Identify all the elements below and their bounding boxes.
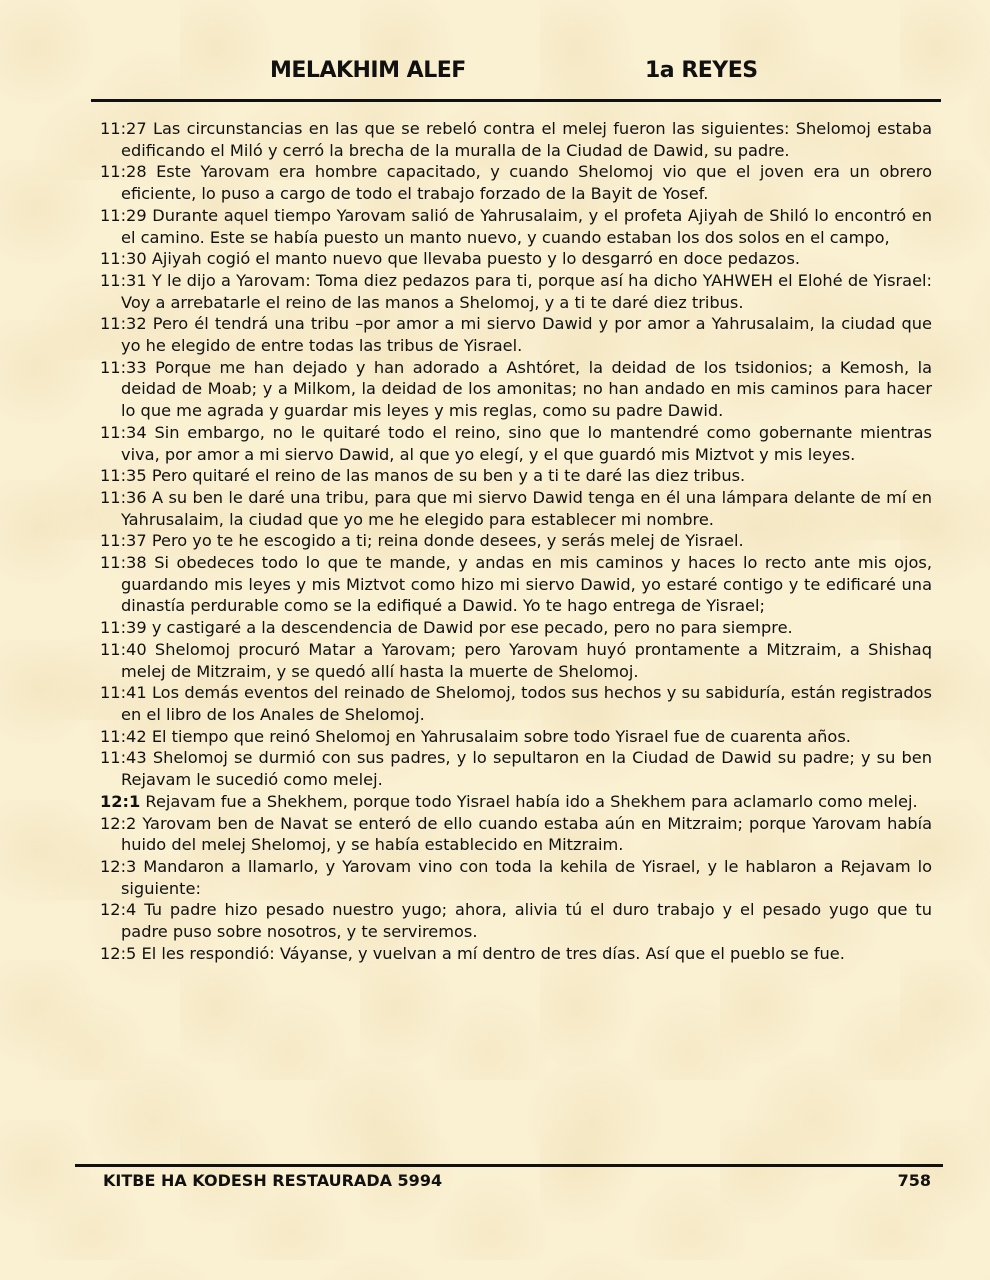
verse-text: y castigaré a la descendencia de Dawid por ese pecado, pero no para siempre. bbox=[151, 618, 793, 638]
verse bbox=[100, 682, 932, 725]
verse-reference: 11:28 bbox=[100, 162, 147, 182]
verse-text: Porque me han dejado y han adorado a Ashtóret, la deidad de los tsidonios; a Kemosh, la deidad de Moab; y a Milkom, la deidad de los amonitas; no han andado en mis caminos para hacer lo que me agrada y guardar mis leyes y mis reglas, como su padre Dawid. bbox=[121, 357, 932, 421]
verse-reference: 11:34 bbox=[100, 422, 147, 442]
verse-text: A su ben le daré una tribu, para que mi siervo Dawid tenga en él una lámpara delante de mí en Yahrusalaim, la ciudad que yo me he elegido para establecer mi nombre. bbox=[121, 487, 932, 529]
verse-reference: 12:4 bbox=[100, 900, 137, 920]
verse-reference: 11:42 bbox=[100, 726, 147, 746]
verse-reference: 11:32 bbox=[100, 314, 147, 334]
verse bbox=[100, 726, 932, 748]
verse bbox=[100, 813, 932, 856]
verse-reference: 11:29 bbox=[100, 205, 147, 225]
verse bbox=[100, 617, 932, 639]
verse-reference: 11:31 bbox=[100, 270, 147, 290]
verse-text: Durante aquel tiempo Yarovam salió de Yahrusalaim, y el profeta Ajiyah de Shiló lo encontró en el camino. Este se había puesto un manto nuevo, y cuando estaban los dos solos en el campo, bbox=[121, 205, 932, 247]
verse-text: Y le dijo a Yarovam: Toma diez pedazos para ti, porque así ha dicho YAHWEH el Elohé de Yisrael: Voy a arrebatarle el reino de las manos a Shelomoj, y a ti te daré diez tribus. bbox=[121, 270, 932, 312]
verse-text: Pero él tendrá una tribu –por amor a mi siervo Dawid y por amor a Yahrusalaim, la ciudad que yo he elegido de entre todas las tribus de Yisrael. bbox=[121, 314, 932, 356]
verse-text: Pero yo te he escogido a ti; reina donde desees, y serás melej de Yisrael. bbox=[151, 531, 744, 551]
verse-reference: 11:27 bbox=[100, 119, 147, 138]
verse-text: Pero quitaré el reino de las manos de su ben y a ti te daré las diez tribus. bbox=[151, 466, 746, 486]
verse bbox=[100, 943, 932, 965]
verse-text: Este Yarovam era hombre capacitado, y cuando Shelomoj vio que el joven era un obrero eficiente, lo puso a cargo de todo el trabajo forzado de la Bayit de Yosef. bbox=[121, 162, 932, 204]
verse-text: Rejavam fue a Shekhem, porque todo Yisrael había ido a Shekhem para aclamarlo como melej. bbox=[145, 791, 918, 811]
header-book-title: MELAKHIM ALEF bbox=[270, 58, 466, 83]
verse-reference: 11:39 bbox=[100, 618, 147, 638]
verse bbox=[100, 530, 932, 552]
verse-text: Las circunstancias en las que se rebeló contra el melej fueron las siguientes: Shelomoj estaba edificando el Miló y cerró la brecha de la muralla de la Ciudad de Dawid, su padre. bbox=[121, 119, 932, 160]
verse-text: Mandaron a llamarlo, y Yarovam vino con toda la kehila de Yisrael, y le hablaron a Rejavam lo siguiente: bbox=[121, 856, 932, 898]
verse-reference: 12:2 bbox=[100, 813, 137, 833]
verse-reference: 12:3 bbox=[100, 856, 137, 876]
verse-text: Los demás eventos del reinado de Shelomoj, todos sus hechos y su sabiduría, están registrados en el libro de los Anales de Shelomoj. bbox=[121, 683, 932, 724]
verse-reference: 11:38 bbox=[100, 553, 147, 573]
verse-reference: 11:36 bbox=[100, 487, 147, 507]
verse-reference: 11:33 bbox=[100, 357, 147, 377]
verse bbox=[100, 552, 932, 617]
verse-text: Tu padre hizo pesado nuestro yugo; ahora, alivia tú el duro trabajo y el pesado yugo que tu padre puso sobre nosotros, y te serviremos. bbox=[121, 900, 932, 942]
verse-reference: 11:40 bbox=[100, 639, 147, 659]
verse bbox=[100, 487, 932, 530]
verse-text: El les respondió: Váyanse, y vuelvan a mí dentro de tres días. Así que el pueblo se fue. bbox=[141, 943, 845, 963]
verse-text: Ajiyah cogió el manto nuevo que llevaba puesto y lo desgarró en doce pedazos. bbox=[151, 249, 801, 269]
header-spanish-title: 1a REYES bbox=[645, 58, 758, 83]
verse-text: Sin embargo, no le quitaré todo el reino, sino que lo mantendré como gobernante mientras viva, por amor a mi siervo Dawid, al que yo elegí, y el que guardó mis Miztvot y mis leyes. bbox=[121, 422, 932, 464]
verse bbox=[100, 248, 932, 270]
verse-text: Yarovam ben de Navat se enteró de ello cuando estaba aún en Mitzraim; porque Yarovam había huido del melej Shelomoj, y se había establecido en Mitzraim. bbox=[121, 813, 932, 855]
verse bbox=[100, 639, 932, 682]
verse bbox=[100, 856, 932, 899]
verse bbox=[100, 313, 932, 356]
verse bbox=[100, 118, 932, 161]
verse bbox=[100, 270, 932, 313]
verse-reference: 11:43 bbox=[100, 748, 147, 768]
page-number: 758 bbox=[897, 1171, 931, 1190]
verse bbox=[100, 161, 932, 204]
verse bbox=[100, 422, 932, 465]
verse-reference: 11:35 bbox=[100, 466, 147, 486]
verse bbox=[100, 205, 932, 248]
verse-reference: 11:30 bbox=[100, 249, 147, 269]
verse bbox=[100, 357, 932, 422]
header-divider bbox=[91, 99, 941, 102]
verse-reference: 12:5 bbox=[100, 943, 137, 963]
verse-list bbox=[100, 118, 932, 964]
verse-reference: 11:41 bbox=[100, 683, 147, 703]
verse bbox=[100, 791, 932, 813]
verse-text: Shelomoj procuró Matar a Yarovam; pero Yarovam huyó prontamente a Mitzraim, a Shishaq melej de Mitzraim, y se quedó allí hasta la muerte de Shelomoj. bbox=[121, 639, 932, 681]
verse bbox=[100, 899, 932, 942]
verse-text: Si obedeces todo lo que te mande, y andas en mis caminos y haces lo recto ante mis ojos, guardando mis leyes y mis Miztvot como hizo mi siervo Dawid, yo estaré contigo y te edificaré una dinastía perdurable como se la edifiqué a Dawid. Yo te hago entrega de Yisrael; bbox=[121, 553, 932, 616]
verse-text: Shelomoj se durmió con sus padres, y lo sepultaron en la Ciudad de Dawid su padre; y su ben Rejavam le sucedió como melej. bbox=[121, 748, 932, 790]
footer-divider bbox=[75, 1164, 943, 1167]
verse-text: El tiempo que reinó Shelomoj en Yahrusalaim sobre todo Yisrael fue de cuarenta años. bbox=[151, 726, 851, 746]
page-footer bbox=[103, 1171, 931, 1195]
verse-reference: 12:1 bbox=[100, 791, 141, 811]
page-header bbox=[90, 58, 940, 92]
footer-book-title: KITBE HA KODESH RESTAURADA 5994 bbox=[103, 1171, 443, 1190]
verse bbox=[100, 465, 932, 487]
verse bbox=[100, 747, 932, 790]
verse-reference: 11:37 bbox=[100, 531, 147, 551]
